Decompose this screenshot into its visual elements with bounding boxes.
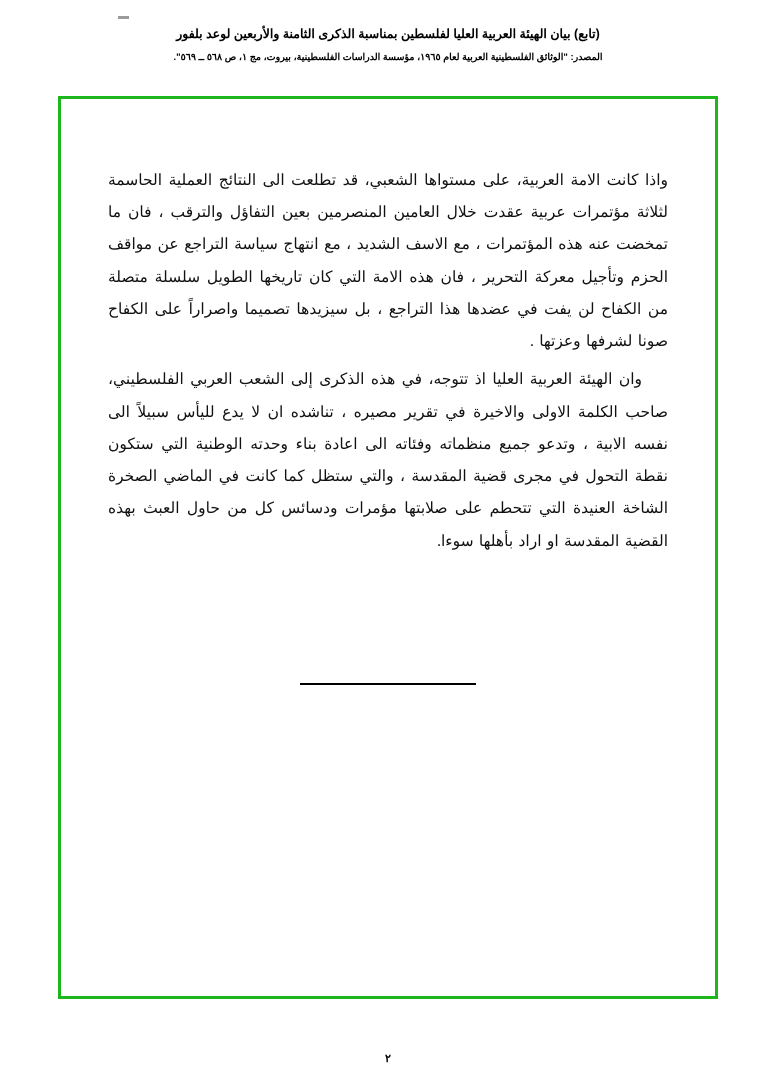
page-title: (تابع) بيان الهيئة العربية العليا لفلسطين بمناسبة الذكرى الثامنة والأربعين لوعد بلفور (176, 27, 600, 41)
page-number: ٢ (385, 1053, 391, 1065)
document-header (0, 26, 776, 64)
horizontal-rule (108, 683, 668, 685)
paragraph: وان الهيئة العربية العليا اذ تتوجه، في هذه الذكرى إلى الشعب العربي الفلسطيني، صاحب الكلمة الاولى والاخيرة في تقرير مصيره ، تناشده ان لا يدع لليأس سبيلاً الى نفسه الابية ، وتدعو جميع منظماته وفئاته الى اعادة بناء وحدته الوطنية التي ستكون نقطة التحول في مجرى قضية المقدسة ، والتي ستظل كما كانت في الماضي الصخرة الشاخة العنيدة التي تتحطم على صلابتها مؤمرات ودسائس كل من حاول العبث بهذه القضية المقدسة او اراد بأهلها سوءا. (108, 371, 668, 550)
scan-artifact-mark (118, 16, 129, 19)
source-citation: المصدر: "الوثائق الفلسطينية العربية لعام ١٩٦٥، مؤسسة الدراسات الفلسطينية، بيروت، مج ١، ص ٥٦٨ ــ ٥٦٩". (173, 51, 603, 63)
document-body (108, 165, 668, 560)
rule-line (300, 683, 476, 685)
paragraph: واذا كانت الامة العربية، على مستواها الشعبي، قد تطلعت الى النتائج العملية الحاسمة لثلاثة مؤتمرات عربية عقدت خلال العامين المنصرمين بعين التفاؤل والترقب ، فان ما تمخضت عنه هذه المؤتمرات ، مع الاسف الشديد ، مع انتهاج سياسة التراجع عن مواقف الحزم وتأجيل معركة التحرير ، فان هذه الامة التي كان تاريخها الطويل سلسلة متصلة من الكفاح لن يفت في عضدها هذا التراجع ، بل سيزيدها تصميما واصراراً على الكفاح صونا لشرفها وعزتها . (108, 172, 668, 351)
